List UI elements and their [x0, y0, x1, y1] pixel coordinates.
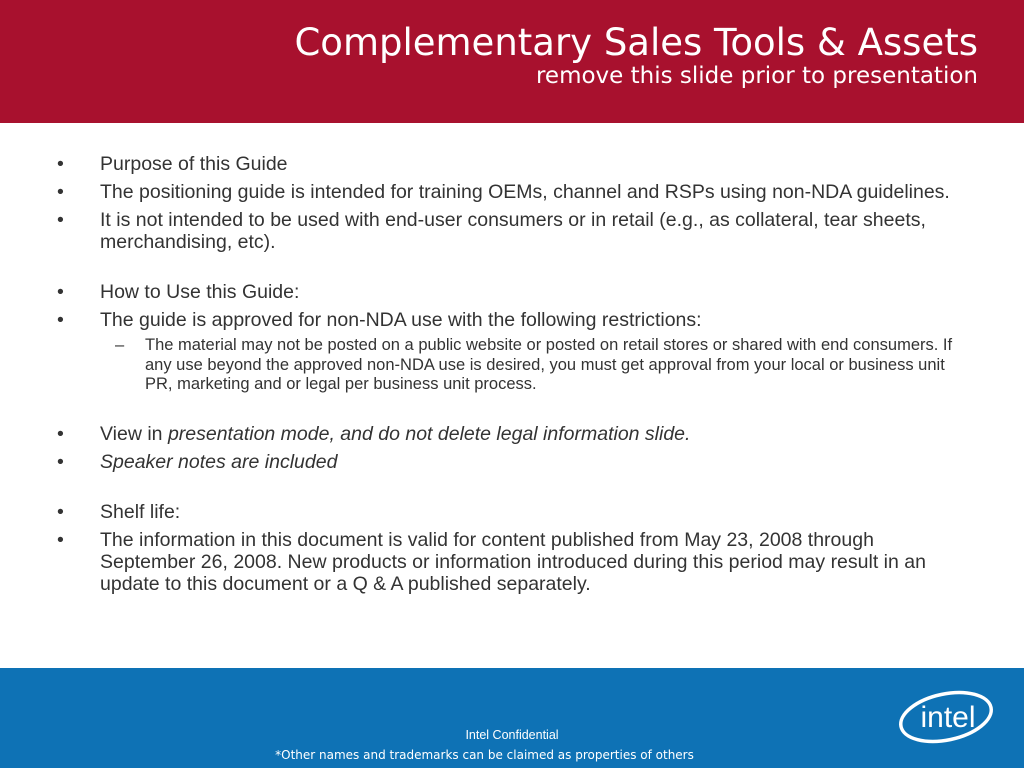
- bullet-text: How to Use this Guide:: [100, 281, 300, 303]
- bullet-text: It is not intended to be used with end-user consumers or in retail (e.g., as collateral, tear sheets, merchandising, etc).: [100, 209, 926, 253]
- bullet-symbol: •: [57, 309, 64, 331]
- bullet-text-prefix: View in: [100, 422, 168, 445]
- bullet-symbol: •: [57, 181, 64, 203]
- bullet-speaker-notes: [0, 451, 1024, 473]
- bullet-positioning: [0, 181, 1024, 203]
- bullet-text: The information in this document is valid for content published from May 23, 2008 through September 26, 2008. New products or information introduced during this period may result in an update to this document or a Q & A published separately.: [100, 528, 926, 595]
- bullet-symbol: •: [57, 528, 64, 551]
- bullet-text: Speaker notes are included: [100, 450, 338, 473]
- sub-bullet-text: The material may not be posted on a public website or posted on retail stores or shared with end consumers. If any use beyond the approved non-NDA use is desired, you must get approval from your local or business unit PR, marketing and or legal per business unit process.: [145, 336, 953, 393]
- bullet-view-mode: [0, 423, 1024, 445]
- bullet-how-to-use: [0, 281, 1024, 303]
- bullet-validity: [0, 529, 1024, 595]
- confidential-label: Intel Confidential: [465, 728, 559, 742]
- intel-logo: [896, 686, 1000, 753]
- sub-bullet-restrictions: [0, 336, 1024, 395]
- bullet-shelf-life: [0, 501, 1024, 523]
- bullet-text: The positioning guide is intended for training OEMs, channel and RSPs using non-NDA guidelines.: [100, 181, 950, 203]
- footer-bar: [0, 668, 1024, 768]
- dash-symbol: –: [115, 336, 125, 354]
- banner-curve: [0, 93, 1024, 123]
- bullet-symbol: •: [57, 422, 64, 445]
- bullet-symbol: •: [57, 500, 64, 523]
- bullet-text: Shelf life:: [100, 500, 181, 523]
- bullet-symbol: •: [57, 209, 64, 231]
- bullet-symbol: •: [57, 153, 64, 175]
- bullet-approved: [0, 309, 1024, 331]
- intel-logo-text: intel: [920, 701, 976, 734]
- bullet-symbol: •: [57, 450, 64, 473]
- slide-body: [0, 153, 1024, 595]
- bullet-symbol: •: [57, 281, 64, 303]
- slide-subtitle: remove this slide prior to presentation: [535, 63, 978, 89]
- slide-title: Complementary Sales Tools & Assets: [294, 21, 978, 64]
- bullet-text: Purpose of this Guide: [100, 153, 288, 175]
- title-banner: [0, 0, 1024, 123]
- bullet-text: The guide is approved for non-NDA use with the following restrictions:: [100, 309, 702, 331]
- bullet-not-intended: [0, 209, 1024, 253]
- trademark-notice: *Other names and trademarks can be claimed as properties of others: [275, 748, 694, 762]
- bullet-text-italic: presentation mode, and do not delete legal information slide.: [167, 422, 691, 445]
- bullet-purpose: [0, 153, 1024, 175]
